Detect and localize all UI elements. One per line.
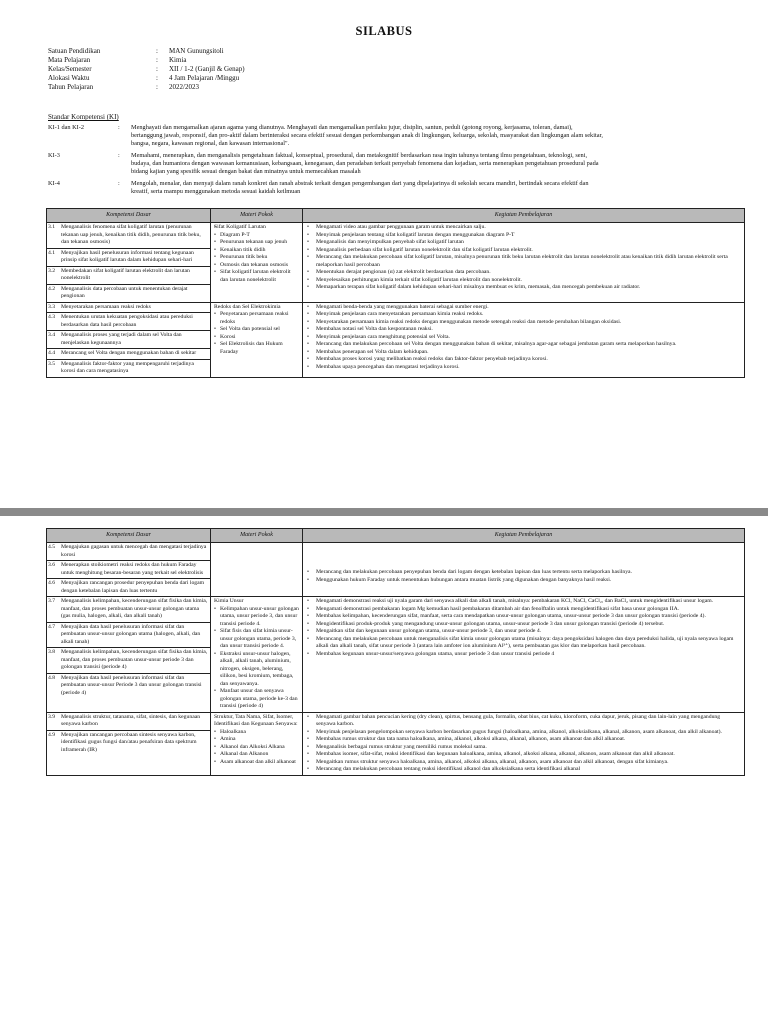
syllabus-table-2 xyxy=(46,528,745,776)
mp-cell xyxy=(211,302,303,377)
ki-line: Mengolah, menalar, dan menyaji dalam ranah konkret dan ranah abstrak terkait dengan pengembangan dari yang dipelajarinya di sekolah secara mandiri, bertindak secara efektif dan xyxy=(131,180,589,187)
kd-text: Merancang sel Volta dengan menggunakan bahan di sekitar xyxy=(61,350,197,356)
kd-item xyxy=(47,331,210,349)
kd-item xyxy=(47,579,210,596)
kd-item xyxy=(47,597,210,623)
kd-text: Menyetarakan persamaan reaksi redoks xyxy=(61,303,151,310)
kd-text: Menganalisis data percobaan untuk menentukan derajat pengionan xyxy=(61,285,188,299)
ki-line: bidang kajian yang spesifik sesuai dengan bakat dan minatnya untuk memecahkan masalah xyxy=(131,168,361,176)
ki-line: Memahami, menerapkan, dan menganalisis pengetahuan faktual, konseptual, prosedural, dan metakognitif berdasarkan rasa ingin tahunya tentang ilmu pengetahuan, teknologi, seni, xyxy=(131,152,588,159)
kd-item xyxy=(47,648,210,674)
table-row xyxy=(47,597,745,713)
kd-text: Menyajikan rancangan percobaan sintesis senyawa karbon, identifikasi gugus fungsi dan/atau penafsiran data spektrum inframerah (IR) xyxy=(61,731,197,753)
kp-item: • Menganalisis perbedaan sifat koligatif larutan nonelektrolit dan sifat koligatif larutan elektrolit. xyxy=(306,247,741,255)
ki-label: KI-3 xyxy=(48,152,60,159)
mp-item: • Sifat koligatif larutan elektrolit dan larutan nonelektrolit xyxy=(214,269,299,284)
kd-number: 3.1 xyxy=(48,224,56,230)
ki-colon: : xyxy=(118,152,120,159)
mp-item: • Kenaikan titik didih xyxy=(214,247,299,255)
info-row xyxy=(48,65,728,74)
mp-item: • Osmosis dan tekanan osmosis xyxy=(214,262,299,270)
kd-item xyxy=(47,285,210,302)
kd-text: Membedakan sifat koligatif larutan elektrolit dan larutan nonelektrolit xyxy=(61,267,190,281)
kp-item: • Mengamati gambar bahan pencucian kering (dry clean), spirtus, bensang gula, formalin, obat bius, cat kuku, kloroform, cuka dapur, jeruk, pisang dan lain-lain yang mengandung senyawa karbon. xyxy=(306,714,741,729)
header-kegiatan-pembelajaran: Kegiatan Pembelajaran xyxy=(303,209,745,223)
kp-item: • Membahas isomer, sifat-sifat, reaksi identifikasi dan kegunaan haloalkana, amina, alkanol, alkoksi alkana, alkanal, alkanon, asam alkanoat dan alkil alkanoat. xyxy=(306,751,741,759)
table-header-row xyxy=(47,209,745,223)
kd-text: Menyajikan data hasil penelusuran informasi sifat dan pembuatan unsur-unsur Periode 3 dan unsur golongan transisi (periode 4) xyxy=(61,674,202,696)
info-colon: : xyxy=(156,83,158,91)
info-value: 4 Jam Pelajaran /Minggu xyxy=(169,74,240,82)
ki-label: KI-4 xyxy=(48,180,60,187)
kd-text: Menyajikan rancangan prosedur penyepuhan benda dari logam dengan ketebalan lapisan dan luas tertentu xyxy=(61,580,205,594)
info-label: Mata Pelajaran xyxy=(48,56,91,64)
mp-item: • Kelimpahan unsur-unsur golongan utama, unsur periode 3, dan unsur transisi periode 4. xyxy=(214,606,299,629)
info-colon: : xyxy=(156,65,158,73)
kp-item: • Merancang dan melakukan percobaan tentang reaksi identifikasi alkanol dan alkoksialkana serta identifikasi alkanal xyxy=(306,766,741,774)
mp-item: • Penyetaraan persamaan reaksi redoks xyxy=(214,311,299,326)
kd-item xyxy=(47,360,210,377)
kp-item: • Merancang dan melakukan percobaan sel Volta dengan menggunakan bahan di sekitar, misalnya agar-agar sebagai jembatan garam serta melaporkan hasilnya. xyxy=(306,341,741,349)
kp-item: • Mengidentifikasi produk-produk yang mengandung unsur-unsur golongan utama, unsur-unsur periode 3 dan unsur golongan transisi (periode 4) tersebut. xyxy=(306,621,741,629)
header-kompetensi-dasar: Kompetensi Dasar xyxy=(47,209,211,223)
kd-cell xyxy=(47,597,211,713)
kd-number: 3.8 xyxy=(48,649,56,655)
mp-title: Redoks dan Sel Elektrokimia xyxy=(214,303,281,310)
info-colon: : xyxy=(156,74,158,82)
kd-number: 3.6 xyxy=(48,562,56,568)
header-kompetensi-dasar: Kompetensi Dasar xyxy=(47,529,211,543)
mp-cell xyxy=(211,543,303,597)
mp-list xyxy=(214,311,299,356)
info-label: Satuan Pendidikan xyxy=(48,47,101,55)
mp-cell xyxy=(211,712,303,775)
mp-item: • Sifat fisis dan sifat kimia unsur-unsur golongan utama, periode 3, dan unsur transisi periode 4. xyxy=(214,628,299,651)
kd-text: Menyajikan hasil penelusuran informasi tentang kegunaan prinsip sifat koligatif larutan dalam kehidupan sehari-hari xyxy=(61,249,194,263)
kd-text: Menyajikan data hasil penelusuran informasi sifat dan pembuatan unsur-unsur golongan utama (halogen, alkali, dan alkali tanah) xyxy=(61,623,201,645)
kd-item xyxy=(47,267,210,285)
mp-item: • Alkanol dan Alkoksi Alkana xyxy=(214,744,299,752)
ki-colon: : xyxy=(118,124,120,131)
kd-cell xyxy=(47,712,211,775)
kd-number: 4.3 xyxy=(48,314,56,320)
kp-item: • Menentukan derajat pengionan (α) zat elektrolit berdasarkan data percobaan. xyxy=(306,269,741,277)
kd-number: 4.9 xyxy=(48,731,56,738)
kd-cell xyxy=(47,302,211,377)
info-row xyxy=(48,47,728,56)
page-2 xyxy=(0,516,768,1024)
ki-label: KI-1 dan KI-2 xyxy=(48,124,85,131)
table-row xyxy=(47,223,745,303)
header-materi-pokok: Materi Pokok xyxy=(211,209,303,223)
kp-item: • Mengaitkan sifat dan kegunaan unsur golongan utama, unsur-unsur periode 3, dan unsur periode 4. xyxy=(306,628,741,636)
info-label: Tahun Pelajaran xyxy=(48,83,94,91)
kd-number: 4.8 xyxy=(48,674,56,681)
ki-text xyxy=(131,180,738,196)
kp-item: • Merancang dan melakukan percobaan untuk menganalisis sifat kimia unsur golongan utama (misalnya: daya pengoksidasi halogen dan daya pereduksi halida, uji nyala senyawa logam alkali dan alkali tanah, sifat unsur periode 3 (antara lain amfoter ion aluminium Al³⁺), serta pembuatan gas klor dan melaporkan hasil percobaan. xyxy=(306,636,741,651)
kp-item: • Mengamati demonstrasi pembakaran logam Mg kemudian hasil pembakaran ditambah air dan fenolftalin untuk mengidentifikasi sifat basa unsur golongan IIA. xyxy=(306,606,741,614)
kp-item: • Mengamati benda-benda yang menggunakan baterai sebagai sumber energi. xyxy=(306,304,741,312)
kp-item: • Merancang dan melakukan percobaan sifat koligatif larutan, misalnya penurunan titik beku larutan elektrolit dan larutan nonelektrolit atau kenaikan titik didih larutan elektrolit serta melaporkan hasil percobaan xyxy=(306,254,741,269)
kp-item: • Menyimak penjelasan cara menghitung potensial sel Volta. xyxy=(306,334,741,342)
kd-text: Menentukan urutan kekuatan pengoksidasi atau pereduksi berdasarkan data hasil percobaan xyxy=(61,314,193,328)
ski-heading: Standar Kompetensi (KI) xyxy=(48,113,119,121)
info-value: 2022/2023 xyxy=(169,83,199,91)
ki-text xyxy=(131,124,738,149)
kd-number: 4.6 xyxy=(48,580,56,586)
ki-line: bangsa, negara, kawasan regional, dan kawasan internasional". xyxy=(131,140,290,148)
kd-item xyxy=(47,303,210,314)
kd-cell xyxy=(47,223,211,303)
kp-item: • Menyimak penjelasan tentang sifat koligatif larutan dengan menggunakan diagram P-T xyxy=(306,232,741,240)
kd-item xyxy=(47,249,210,267)
kd-item xyxy=(47,543,210,561)
kd-text: Menganalisis kelimpahan, kecenderungan sifat fisika dan kimia, manfaat, dan proses pembuatan unsur-unsur periode 3 dan golongan transisi (periode 4) xyxy=(61,649,208,670)
kp-item: • Membahas kelimpahan, kecenderungan sifat, manfaat, serta cara mendapatkan unsur-unsur golongan utama, unsur-unsur periode 3 dan unsur golongan transisi (periode 4). xyxy=(306,613,741,621)
kd-cell xyxy=(47,543,211,597)
mp-item: • Alkanal dan Alkanon xyxy=(214,751,299,759)
kd-item xyxy=(47,313,210,331)
mp-list xyxy=(214,224,299,284)
kp-list xyxy=(306,304,741,372)
mp-list xyxy=(214,606,299,711)
kd-text: Mengajukan gagasan untuk mencegah dan mengatasi terjadinya korosi xyxy=(61,544,207,558)
kd-number: 4.2 xyxy=(48,285,56,292)
mp-item: • Amina xyxy=(214,736,299,744)
kd-number: 4.5 xyxy=(48,544,56,550)
kp-list xyxy=(306,224,741,292)
kp-item: • Membahas penerapan sel Volta dalam kehidupan. xyxy=(306,349,741,357)
mp-item: • Korosi xyxy=(214,334,299,342)
mp-item: • Sel Elektrolisis dan Hukum Faraday xyxy=(214,341,299,356)
header-materi-pokok: Materi Pokok xyxy=(211,529,303,543)
kp-list xyxy=(306,569,741,584)
kp-item: • Menggunakan hukum Faraday untuk menentukan hubungan antara muatan listrik yang digunakan dengan banyaknya hasil reaksi. xyxy=(306,577,741,585)
kp-list xyxy=(306,714,741,774)
kd-number: 3.7 xyxy=(48,598,56,604)
ki-colon: : xyxy=(118,180,120,187)
kd-number: 3.5 xyxy=(48,360,56,367)
info-colon: : xyxy=(156,56,158,64)
kd-item xyxy=(47,674,210,699)
info-row xyxy=(48,74,728,83)
page-1 xyxy=(0,0,768,508)
info-colon: : xyxy=(156,47,158,55)
ki-line: bertanggung jawab, responsif, dan pro-aktif dalam berinteraksi secara efektif sesuai dengan perkembangan anak di lingkungan, keluarga, sekolah, masyarakat dan lingkungan alam sekitar, xyxy=(131,132,603,140)
kd-text: Menganalisis kelimpahan, kecenderungan sifat fisika dan kimia, manfaat, dan proses pembuatan unsur-unsur golongan utama (gas mulia, halogen, alkali, dan alkali tanah) xyxy=(61,598,208,619)
mp-title: Kimia Unsur xyxy=(214,598,244,604)
info-value: XII / 1-2 (Ganjil & Genap) xyxy=(169,65,245,73)
kp-item: • Menyelesaikan perhitungan kimia terkait sifat koligatif larutan elektrolit dan nonelektrolit. xyxy=(306,277,741,285)
ki-line: budaya, dan humaniora dengan wawasan kemanusiaan, kebangsaan, kenegaraan, dan peradaban terkait penyebab fenomena dan kejadian, serta menerapkan pengetahuan prosedural pada xyxy=(131,160,599,168)
info-row xyxy=(48,83,728,92)
kp-cell xyxy=(303,223,745,303)
kp-item: • Menganalisis dan menyimpulkan penyebab sifat koligatif larutan xyxy=(306,239,741,247)
ki-row xyxy=(48,180,738,196)
mp-cell xyxy=(211,597,303,713)
kp-item: • Membahas proses korosi yang melibatkan reaksi redoks dan faktor-faktor penyebab terjadinya korosi. xyxy=(306,356,741,364)
kd-number: 3.2 xyxy=(48,267,56,274)
mp-item: • Sifat Koligatif Larutan xyxy=(214,224,299,232)
ki-line: Menghayati dan mengamalkan ajaran agama yang dianutnya. Menghayati dan mengamalkan perilaku jujur, disiplin, santun, peduli (gotong royong, kerjasama, toleran, damai), xyxy=(131,124,573,131)
info-label: Kelas/Semester xyxy=(48,65,92,73)
mp-item: • Asam alkanoat dan alkil alkanoat xyxy=(214,759,299,767)
kd-number: 3.4 xyxy=(48,332,56,338)
kp-item: • Menyetarakan persamaan kimia reaksi redoks dengan menggunakan metode setengah reaksi dan metode perubahan bilangan oksidasi. xyxy=(306,319,741,327)
info-value: MAN Gunungsitoli xyxy=(169,47,224,55)
mp-item: • Penurunan titik beku xyxy=(214,254,299,262)
kd-text: Menganalisis fenomena sifat koligatif larutan (penurunan tekanan uap jenuh, kenaikan titik didih, penurunan titik beku, dan tekanan osmosis) xyxy=(61,224,201,245)
kd-item xyxy=(47,349,210,360)
kp-cell xyxy=(303,302,745,377)
mp-title: Struktur, Tata Nama, Sifat, Isomer, Identifikasi dan Kegunaan Senyawa: xyxy=(214,713,298,727)
kd-text: Menganalisis struktur, tatanama, sifat, sintesis, dan kegunaan senyawa karbon xyxy=(61,713,201,727)
ki-row xyxy=(48,152,738,177)
mp-item: • Manfaat unsur dan senyawa golongan utama, periode ke-3 dan transisi (periode 4) xyxy=(214,688,299,711)
page-title: SILABUS xyxy=(355,24,413,38)
kp-item: • Membahas kegunaan unsur-unsur/senyawa golongan utama, unsur periode 3 dan unsur transisi periode 4 xyxy=(306,651,741,659)
mp-item: • Haloalkana xyxy=(214,729,299,737)
table-row xyxy=(47,543,745,597)
kd-number: 4.4 xyxy=(48,350,56,356)
kd-number: 3.3 xyxy=(48,303,56,310)
kp-item: • Mengamati demonstrasi reaksi uji nyala garam dari senyawa alkali dan alkali tanah, misalnya: pembakaran KCl, NaCl, CaCl₂, dan BaCl₂ untuk mengidentifikasi unsur logam. xyxy=(306,598,741,606)
mp-list xyxy=(214,729,299,767)
kd-item xyxy=(47,713,210,731)
kd-text: Menganalisis proses yang terjadi dalam sel Volta dan menjelaskan kegunaannya xyxy=(61,332,182,346)
info-row xyxy=(48,56,728,65)
info-value: Kimia xyxy=(169,56,187,64)
kp-item: • Menyimak penjelasan pengelompokan senyawa karbon berdasarkan gugus fungsi (haloalkana, amina, alkanol, alkoksialkana, alkanal, alkanon, asam alkanoat, dan alkil alkanoat). xyxy=(306,729,741,737)
kp-item: • Membahas notasi sel Volta dan kespontanan reaksi. xyxy=(306,326,741,334)
kp-item: • Membahas upaya pencegahan dan mengatasi terjadinya korosi. xyxy=(306,364,741,372)
info-block xyxy=(48,47,728,92)
kp-item: • Memaparkan terapan sifat koligatif dalam kehidupan sehari-hari misalnya membuat es krim, memasak, dan mencegah pembekuan air radiator. xyxy=(306,284,741,292)
kp-cell xyxy=(303,543,745,597)
mp-item: • Penurunan tekanan uap jenuh xyxy=(214,239,299,247)
table-header-row xyxy=(47,529,745,543)
table-row xyxy=(47,302,745,377)
kd-number: 3.9 xyxy=(48,713,56,720)
ki-row xyxy=(48,124,738,149)
kp-item: • Menganalisis berbagai rumus struktur yang memiliki rumus molekul sama. xyxy=(306,744,741,752)
kd-item xyxy=(47,623,210,649)
kp-item: • Mengaitkan rumus struktur senyawa haloalkana, amina, alkanol, alkoksi alkana, alkanal, alkanon, asam alkanoat dan alkil alkanoat, dengan sifat kimianya. xyxy=(306,759,741,767)
kp-item: • Mengamati video atau gambar penggunaan garam untuk mencairkan salju. xyxy=(306,224,741,232)
kd-number: 4.1 xyxy=(48,249,56,256)
kd-text: Menerapkan stoikiometri reaksi redoks dan hukum Faraday untuk menghitung besaran-besaran yang terkait sel elektrolisis xyxy=(61,562,204,576)
mp-item: • Ekstraksi unsur-unsur halogen, alkali, alkali tanah, aluminium, nitrogen, oksigen, belerang, silikon, besi kromium, tembaga, dan senyawanya. xyxy=(214,651,299,689)
mp-item: • Diagram P-T xyxy=(214,232,299,240)
mp-item: • Sel Volta dan potensial sel xyxy=(214,326,299,334)
header-kegiatan-pembelajaran: Kegiatan Pembelajaran xyxy=(303,529,745,543)
kp-list xyxy=(306,598,741,658)
mp-cell xyxy=(211,223,303,303)
kp-item: • Merancang dan melakukan percobaan penyepuhan benda dari logam dengan ketebalan lapisan dan luas tertentu serta melaporkan hasilnya. xyxy=(306,569,741,577)
kd-item xyxy=(47,731,210,756)
table-row xyxy=(47,712,745,775)
kd-text: Menganalisis faktor-faktor yang mempengaruhi terjadinya korosi dan cara mengatasinya xyxy=(61,360,194,374)
kd-item xyxy=(47,561,210,579)
kd-item xyxy=(47,223,210,249)
ki-line: kreatif, serta mampu menggunakan metoda sesuai kaidah keilmuan xyxy=(131,188,301,196)
kp-cell xyxy=(303,712,745,775)
kp-item: • Menyimak penjelasan cara menyetarakan persamaan kimia reaksi redoks. xyxy=(306,311,741,319)
ki-text xyxy=(131,152,738,177)
kp-cell xyxy=(303,597,745,713)
syllabus-table-1 xyxy=(46,208,745,378)
kd-number: 4.7 xyxy=(48,623,56,630)
kp-item: • Membahas rumus struktur dan tata nama haloalkana, amina, alkanol, alkoksi alkana, alkanal, alkanon, asam alkanoat dan alkil alkanoat. xyxy=(306,736,741,744)
info-label: Alokasi Waktu xyxy=(48,74,90,82)
